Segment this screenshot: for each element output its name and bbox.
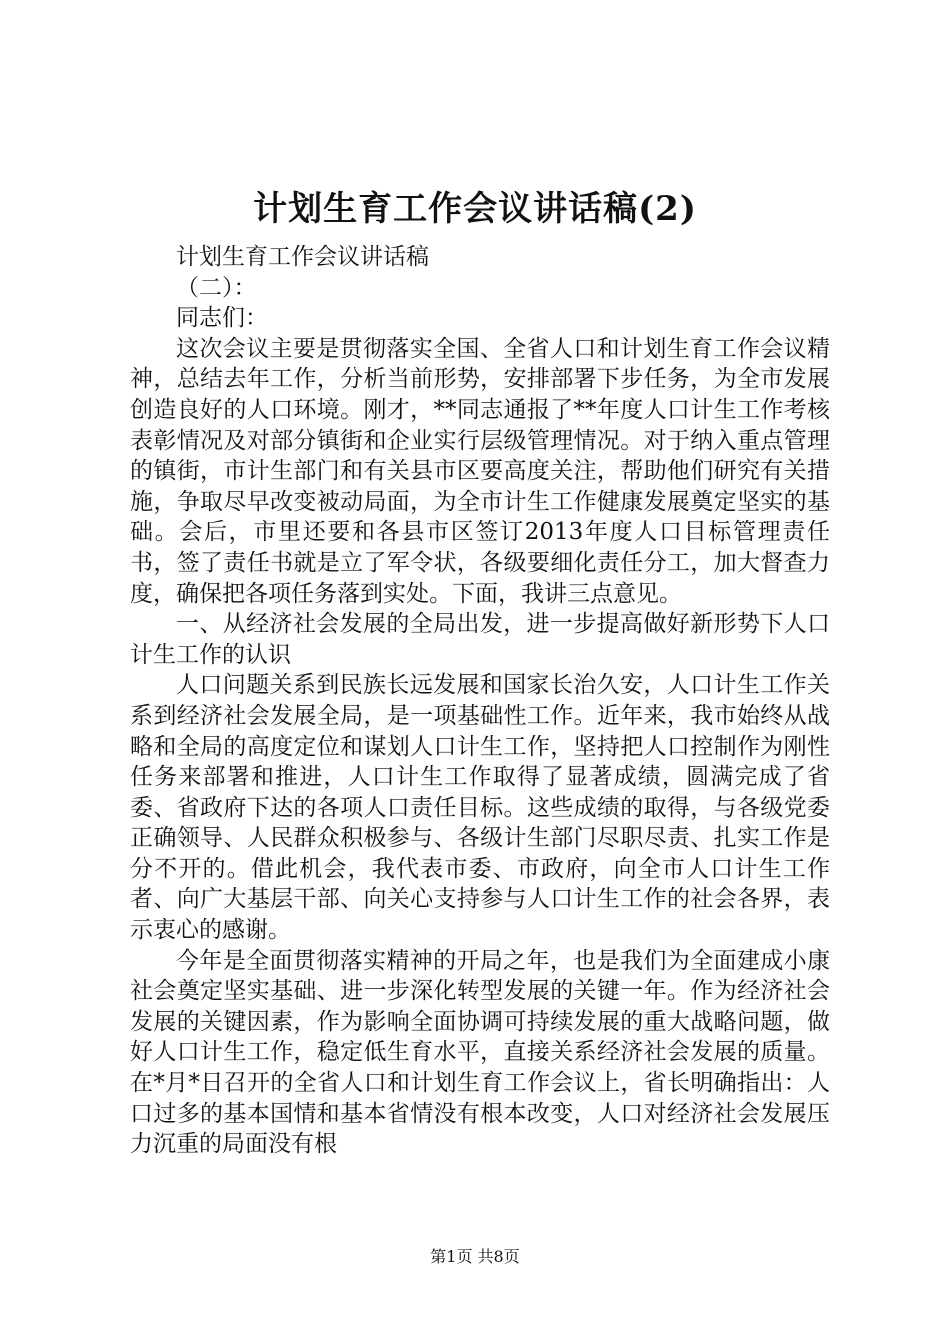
section-heading: 一、从经济社会发展的全局出发，进一步提高做好新形势下人口计生工作的认识	[130, 611, 830, 668]
paragraph: 这次会议主要是贯彻落实全国、全省人口和计划生育工作会议精神，总结去年工作，分析当前形势，安排部署下步任务，为全市发展创造良好的人口环境。刚才，**同志通报了**年度人口计生工作考核表彰情况及对部分镇街和企业实行层级管理情况。对于纳入重点管理的镇街，市计生部门和有关县市区要高度关注，帮助他们研究有关措施，争取尽早改变被动局面，为全市计生工作健康发展奠定坚实的基础。会后，市里还要和各县市区签订2013年度人口目标管理责任书，签了责任书就是立了军令状，各级要细化责任分工，加大督查力度，确保把各项任务落到实处。下面，我讲三点意见。	[130, 335, 830, 607]
salutation: 同志们：	[176, 305, 268, 332]
document-title: 计划生育工作会议讲话稿(2)	[253, 189, 697, 229]
subtitle-number: （二）：	[176, 274, 257, 301]
document-body	[130, 242, 830, 1160]
paragraph: 今年是全面贯彻落实精神的开局之年，也是我们为全面建成小康社会奠定坚实基础、进一步深化转型发展的关键一年。作为经济社会发展的关键因素，作为影响全面协调可持续发展的重大战略问题，做好人口计生工作，稳定低生育水平，直接关系经济社会发展的质量。在*月*日召开的全省人口和计划生育工作会议上，省长明确指出：人口过多的基本国情和基本省情没有根本改变，人口对经济社会发展压力沉重的局面没有根	[130, 947, 830, 1158]
paragraph: 人口问题关系到民族长远发展和国家长治久安，人口计生工作关系到经济社会发展全局，是一项基础性工作。近年来，我市始终从战略和全局的高度定位和谋划人口计生工作，坚持把人口控制作为刚性任务来部署和推进，人口计生工作取得了显著成绩，圆满完成了省委、省政府下达的各项人口责任目标。这些成绩的取得，与各级党委正确领导、人民群众积极参与、各级计生部门尽职尽责、扎实工作是分不开的。借此机会，我代表市委、市政府，向全市人口计生工作者、向广大基层干部、向关心支持参与人口计生工作的社会各界，表示衷心的感谢。	[130, 672, 830, 944]
subtitle-line: 计划生育工作会议讲话稿	[176, 244, 429, 270]
page-footer: 第1页 共8页	[430, 1247, 520, 1266]
